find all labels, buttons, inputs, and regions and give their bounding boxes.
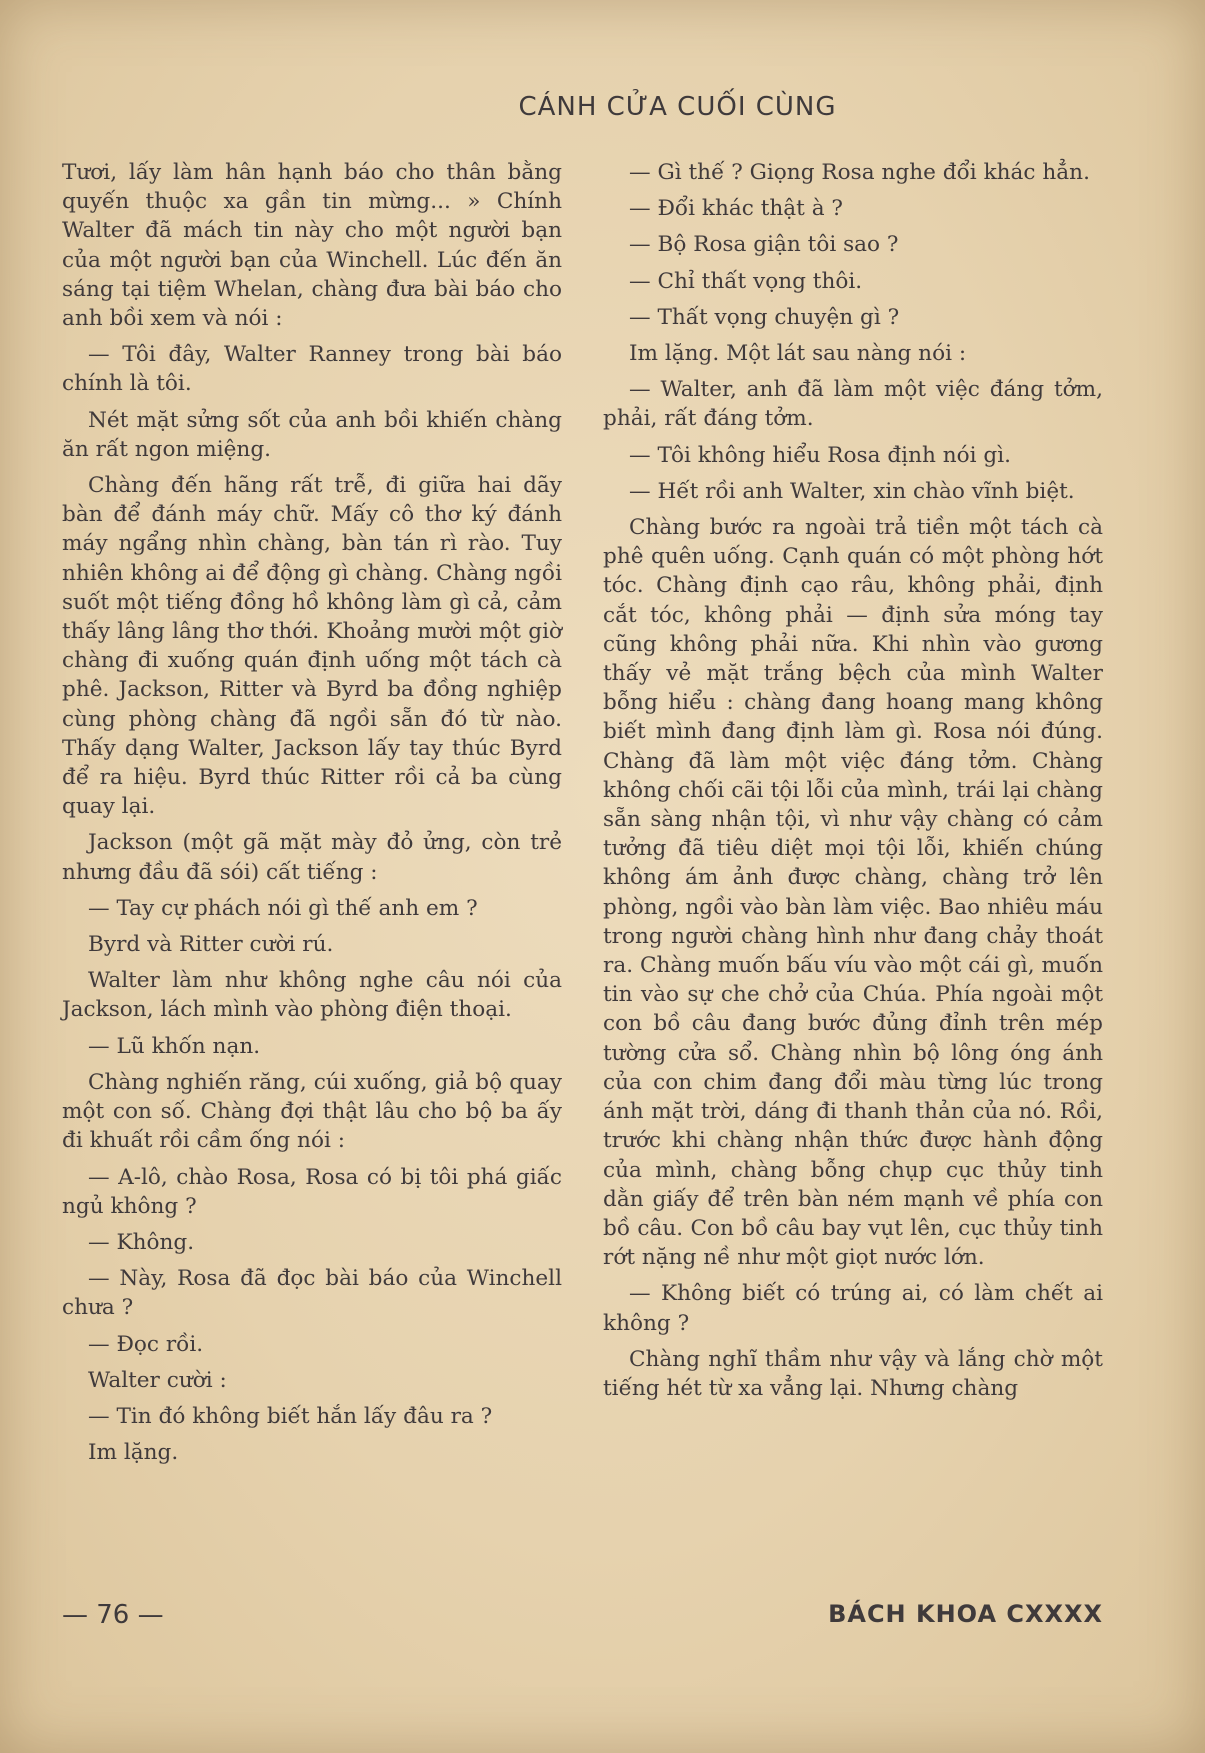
paragraph: Walter làm như không nghe câu nói của Jackson, lách mình vào phòng điện thoại. xyxy=(62,968,562,1023)
paragraph: — Gì thế ? Giọng Rosa nghe đổi khác hẳn. xyxy=(629,160,1090,185)
paragraph: — Tin đó không biết hắn lấy đâu ra ? xyxy=(88,1403,493,1429)
paragraph: Tươi, lấy làm hân hạnh báo cho thân bằng quyến thuộc xa gần tin mừng... » Chính Walter đã mách tin này cho một người bạn của một người bạn của Winchell. Lúc đến ăn sáng tại tiệm Whelan, chàng đưa bài báo cho anh bồi xem và nói : xyxy=(62,160,562,332)
page-number: — 76 — xyxy=(62,1600,164,1630)
paragraph: Nét mặt sửng sốt của anh bồi khiến chàng ăn rất ngon miệng. xyxy=(62,407,562,462)
paragraph: — Đổi khác thật à ? xyxy=(629,196,844,222)
right-column xyxy=(603,158,1103,1410)
paragraph: — Đọc rồi. xyxy=(88,1331,204,1357)
paragraph: — Tôi đây, Walter Ranney trong bài báo chính là tôi. xyxy=(62,342,562,397)
paragraph: — Này, Rosa đã đọc bài báo của Winchell chưa ? xyxy=(62,1266,562,1321)
paragraph: — Lũ khốn nạn. xyxy=(88,1033,261,1059)
paragraph: — Không biết có trúng ai, có làm chết ai không ? xyxy=(603,1281,1103,1336)
running-header xyxy=(0,92,1205,122)
paragraph: — Bộ Rosa giận tôi sao ? xyxy=(629,232,899,258)
paragraph: — Hết rồi anh Walter, xin chào vĩnh biệt. xyxy=(629,478,1075,504)
paragraph: Chàng đến hãng rất trễ, đi giữa hai dãy bàn để đánh máy chữ. Mấy cô thơ ký đánh máy ngẩng nhìn chàng, bàn tán rì rào. Tuy nhiên không ai để động gì chàng. Chàng ngồi suốt một tiếng đồng hồ không làm gì cả, cảm thấy lâng lâng thơ thới. Khoảng mười một giờ chàng đi xuống quán định uống một tách cà phê. Jackson, Ritter và Byrd ba đồng nghiệp cùng phòng chàng đã ngồi sẵn đó từ nào. Thấy dạng Walter, Jackson lấy tay thúc Byrd để ra hiệu. Byrd thúc Ritter rồi cả ba cùng quay lại. xyxy=(62,473,562,820)
story-title: CÁNH CỬA CUỐI CÙNG xyxy=(518,92,837,122)
paragraph: — Thất vọng chuyện gì ? xyxy=(629,304,900,330)
paragraph: — Tôi không hiểu Rosa định nói gì. xyxy=(629,442,1012,468)
paragraph: — Chỉ thất vọng thôi. xyxy=(629,268,863,294)
paragraph: Chàng bước ra ngoài trả tiền một tách cà phê quên uống. Cạnh quán có một phòng hớt tóc. Chàng định cạo râu, không phải, định cắt tóc, không phải — định sửa móng tay cũng không phải nữa. Khi nhìn vào gương thấy vẻ mặt trắng bệch của mình Walter bỗng hiểu : chàng đang hoang mang không biết mình đang định làm gì. Rosa nói đúng. Chàng đã làm một việc đáng tởm. Chàng không chối cãi tội lỗi của mình, trái lại chàng sẵn sàng nhận tội, vì như vậy chàng có cảm tưởng đã tiêu diệt mọi tội lỗi, khiến chúng không ám ảnh được chàng, chàng trở lên phòng, ngồi vào bàn làm việc. Bao nhiêu máu trong người chàng hình như đang chảy thoát ra. Chàng muốn bấu víu vào một cái gì, muốn tin vào sự che chở của Chúa. Phía ngoài một con bồ câu đang bước đủng đỉnh trên mép tường cửa sổ. Chàng nhìn bộ lông óng ánh của con chim đang đổi màu từng lúc trong ánh mặt trời, dáng đi thanh thản của nó. Rồi, trước khi chàng nhận thức được hành động của mình, chàng bỗng chụp cục thủy tinh dằn giấy để trên bàn ném mạnh về phía con bồ câu. Con bồ câu bay vụt lên, cục thủy tinh rớt nặng nề như một giọt nước lớn. xyxy=(603,515,1103,1271)
paragraph: — Tay cự phách nói gì thế anh em ? xyxy=(88,895,478,921)
paragraph: Im lặng. xyxy=(88,1440,179,1466)
paragraph: Jackson (một gã mặt mày đỏ ửng, còn trẻ nhưng đầu đã sói) cất tiếng : xyxy=(62,830,562,885)
left-column xyxy=(62,158,562,1474)
paragraph: — Không. xyxy=(88,1229,195,1255)
paragraph: — A-lô, chào Rosa, Rosa có bị tôi phá giấc ngủ không ? xyxy=(62,1164,562,1219)
magazine-name: BÁCH KHOA CXXXX xyxy=(828,1600,1103,1628)
paragraph: Byrd và Ritter cười rú. xyxy=(88,932,334,958)
paragraph: Chàng nghĩ thầm như vậy và lắng chờ một tiếng hét từ xa vẳng lại. Nhưng chàng xyxy=(603,1346,1103,1401)
paragraph: Walter cười : xyxy=(88,1367,227,1393)
paragraph: Chàng nghiến răng, cúi xuống, giả bộ quay một con số. Chàng đợi thật lâu cho bộ ba ấy đi khuất rồi cầm ống nói : xyxy=(62,1069,562,1154)
paragraph: — Walter, anh đã làm một việc đáng tởm, phải, rất đáng tởm. xyxy=(603,377,1103,432)
paragraph: Im lặng. Một lát sau nàng nói : xyxy=(629,341,967,367)
